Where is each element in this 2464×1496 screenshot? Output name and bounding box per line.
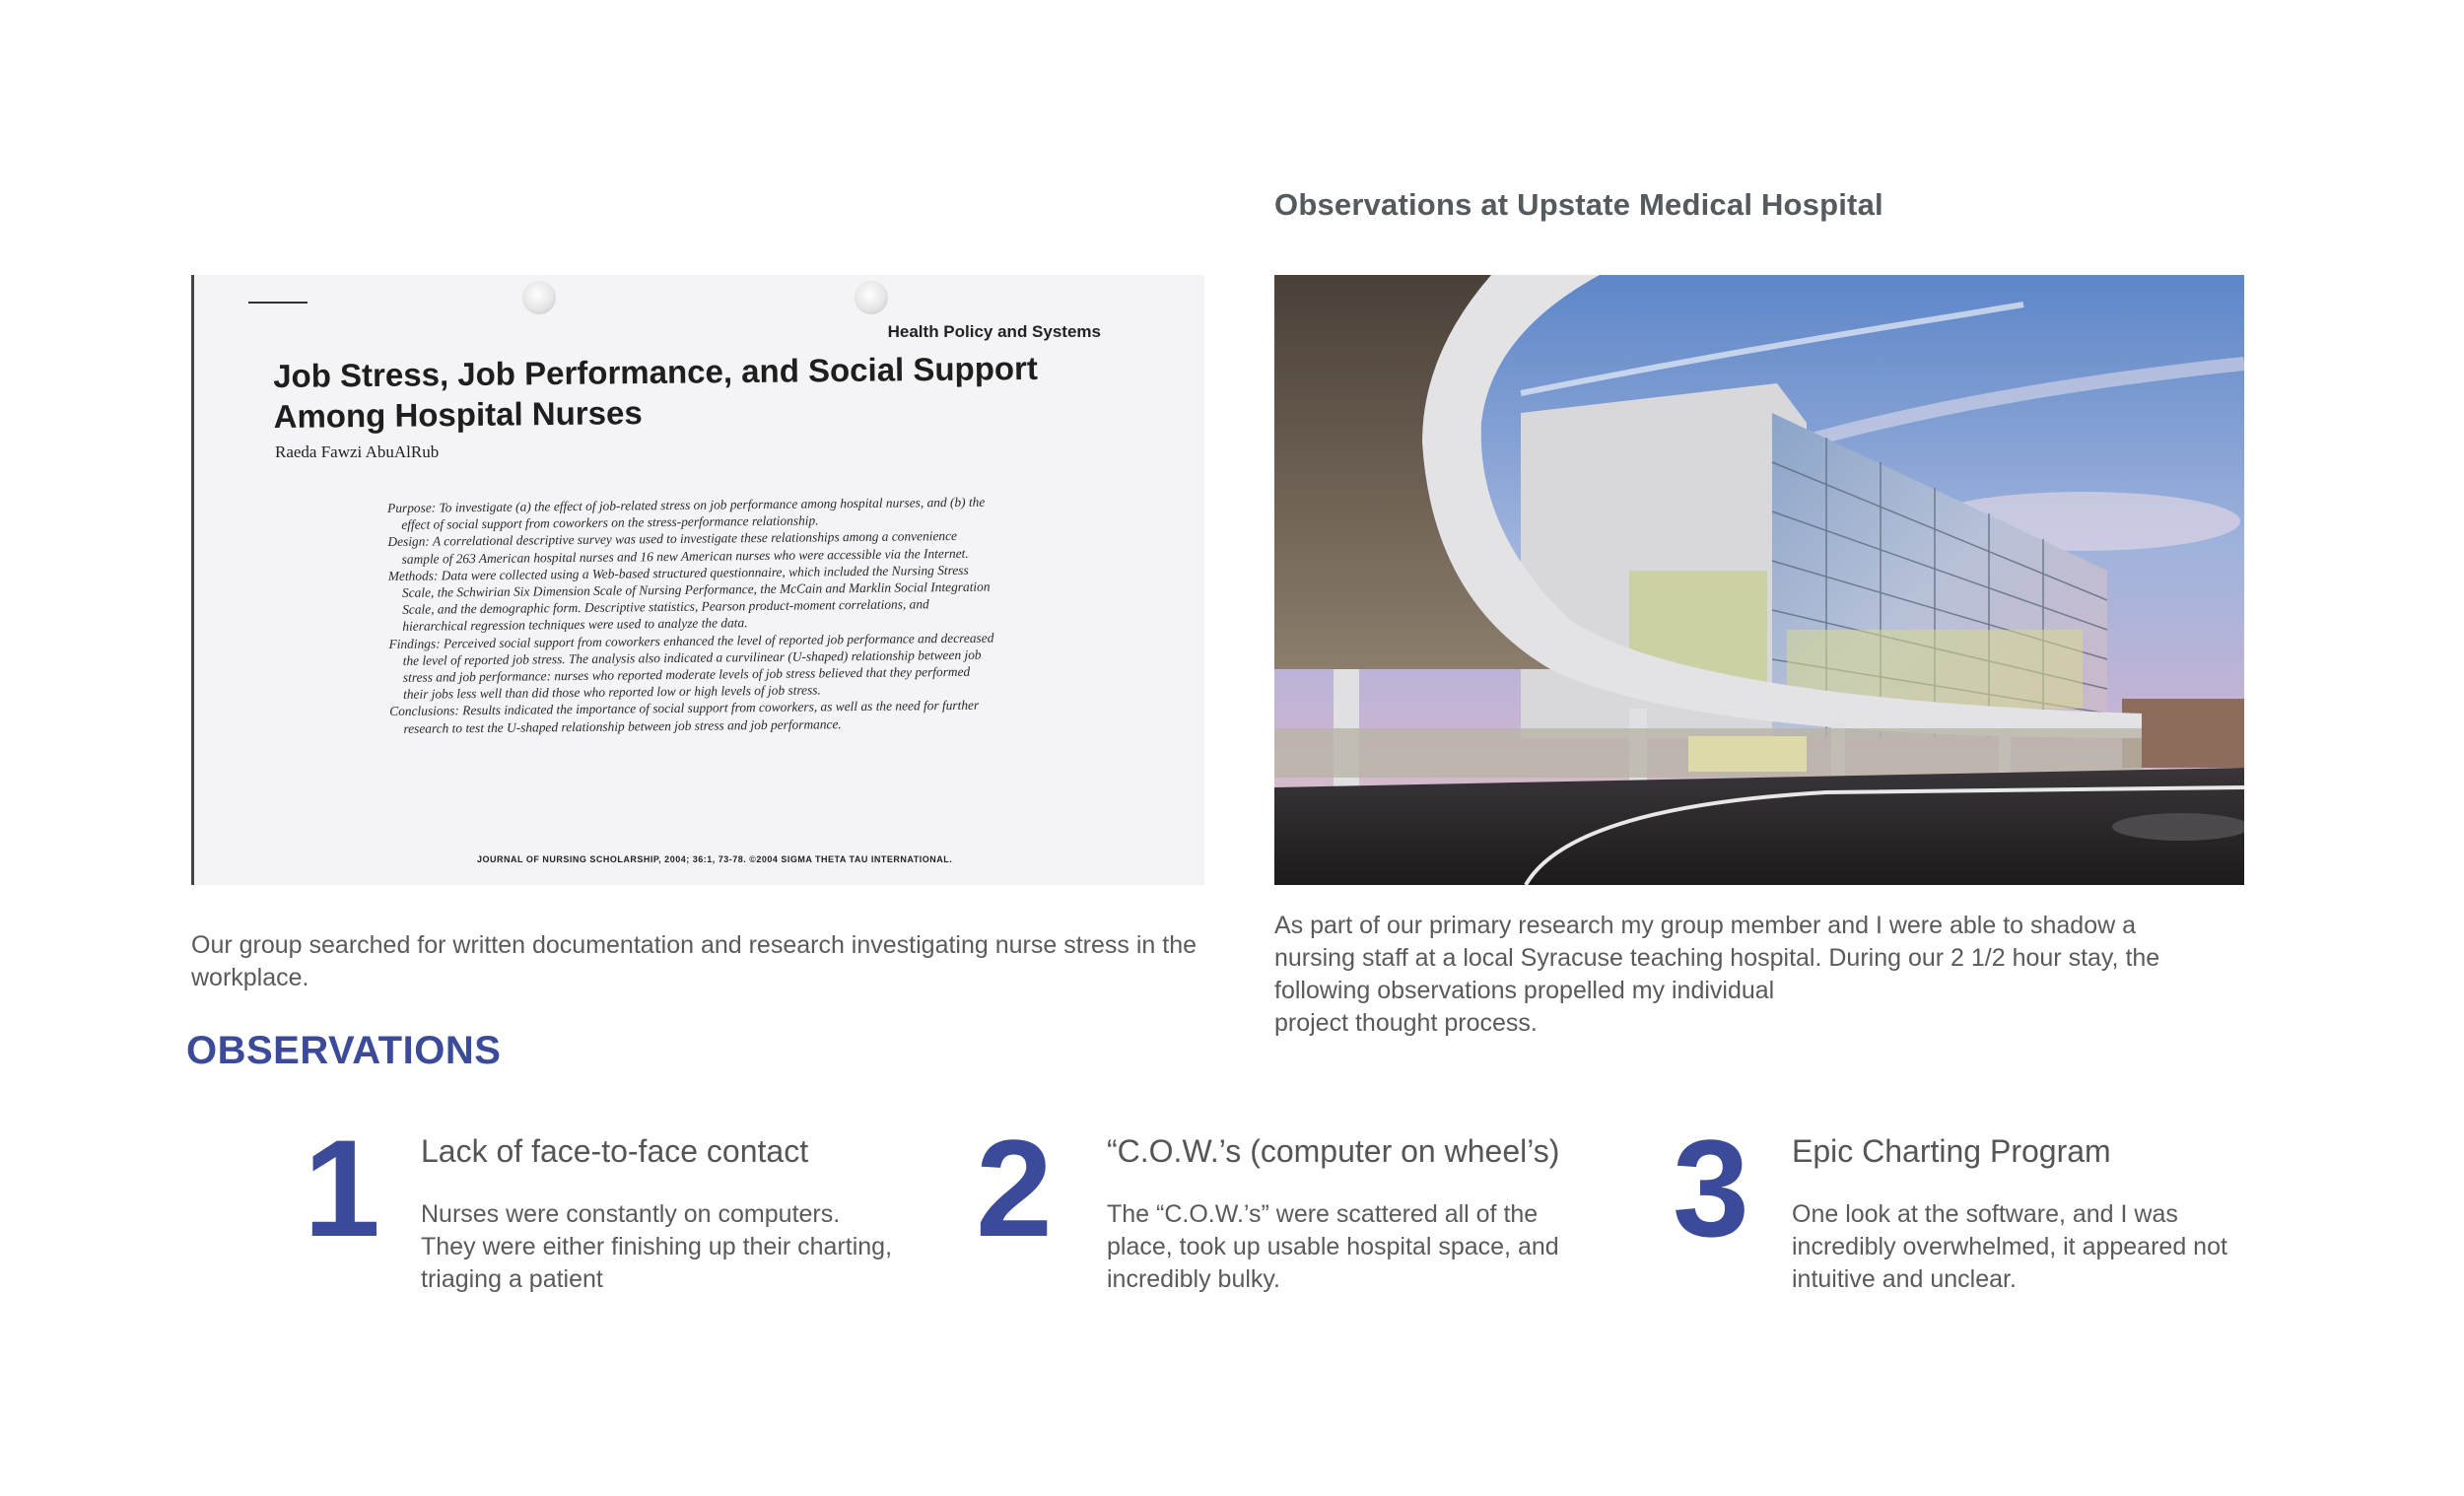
observations-heading: OBSERVATIONS (186, 1029, 502, 1072)
research-paper-scan (191, 275, 1204, 885)
paper-title (273, 348, 1039, 437)
observation-title: Lack of face-to-face contact (421, 1133, 809, 1169)
observation-text (1792, 1198, 2344, 1296)
research-caption: Our group searched for written documentation and research investigating nurse stress in the workplace. (191, 931, 1197, 991)
caption-line: following observations propelled my individual (1274, 977, 1775, 1004)
observations-hospital-heading: Observations at Upstate Medical Hospital (1274, 187, 1883, 222)
observation-line: triaging a patient (421, 1265, 603, 1293)
binder-hole (855, 281, 888, 314)
paper-journal-section: Health Policy and Systems (887, 322, 1101, 341)
observation-text (1107, 1198, 1659, 1296)
shadowing-caption (1274, 910, 2260, 1040)
caption-line: nursing staff at a local Syracuse teaching hospital. During our 2 1/2 hour stay, the (1274, 944, 2160, 972)
observation-line: intuitive and unclear. (1792, 1265, 2017, 1293)
observation-line: One look at the software, and I was (1792, 1200, 2178, 1228)
abstract-paragraph: Purpose: To investigate (a) the effect of job-related stress on job performance among hospital nurses, and (b) the effect of social support from coworkers on the stress-performance relationship. (387, 494, 986, 533)
abstract-paragraph: Design: A correlational descriptive survey was used to investigate these relationships among a convenience sample of 263 American hospital nurses and 16 new American nurses who were accessible via the Internet. (387, 528, 969, 567)
observation-number: 3 (1673, 1111, 1749, 1265)
paper-title-line: Job Stress, Job Performance, and Social Support (273, 349, 1039, 394)
observation-line: Nurses were constantly on computers. (421, 1200, 841, 1228)
observation-number: 2 (976, 1111, 1053, 1265)
observation-line: place, took up usable hospital space, and (1107, 1233, 1559, 1260)
observation-line: They were either finishing up their charting, (421, 1233, 893, 1260)
observation-text (421, 1198, 973, 1296)
hospital-photo (1274, 275, 2244, 885)
caption-line: As part of our primary research my group member and I were able to shadow a (1274, 912, 2137, 939)
hospital-building-illustration (1274, 275, 2244, 885)
observation-title: “C.O.W.’s (computer on wheel’s) (1107, 1133, 1560, 1169)
observation-line: The “C.O.W.’s” were scattered all of the (1107, 1200, 1539, 1228)
abstract-paragraph: Conclusions: Results indicated the importance of social support from coworkers, as well as the need for further research to test the U-shaped relationship between job stress and job performance. (389, 698, 980, 736)
paper-author: Raeda Fawzi AbuAlRub (275, 442, 440, 461)
observation-line: incredibly overwhelmed, it appeared not (1792, 1233, 2227, 1260)
observation-line: incredibly bulky. (1107, 1265, 1281, 1293)
paper-citation-footer: JOURNAL OF NURSING SCHOLARSHIP, 2004; 36:1, 73-78. ©2004 SIGMA THETA TAU INTERNATIONAL. (477, 854, 953, 864)
paper-title-line: Among Hospital Nurses (273, 394, 643, 435)
paper-abstract (387, 494, 995, 737)
binder-hole (522, 281, 556, 314)
abstract-paragraph: Findings: Perceived social support from coworkers enhanced the level of reported job performance and decreased the level of reported job stress. The analysis also indicated a curvilinear (U-shaped) relationship between job stress and job performance: nurses who reported moderate levels of job stress believed that they performed their jobs less well than did those who reported low or high levels of job stress. (388, 630, 994, 703)
observation-number: 1 (304, 1111, 380, 1265)
caption-line: project thought process. (1274, 1009, 1538, 1037)
scan-dash-mark (248, 302, 308, 304)
observation-title: Epic Charting Program (1792, 1133, 2111, 1169)
abstract-paragraph: Methods: Data were collected using a Web-based structured questionnaire, which included the Nursing Stress Scale, the Schwirian Six Dimension Scale of Nursing Performance, the McCain and Marklin Social Integration Scale, and the demographic form. Descriptive statistics, Pearson product-moment correlations, and hierarchical regression techniques were used to analyze the data. (387, 562, 991, 635)
